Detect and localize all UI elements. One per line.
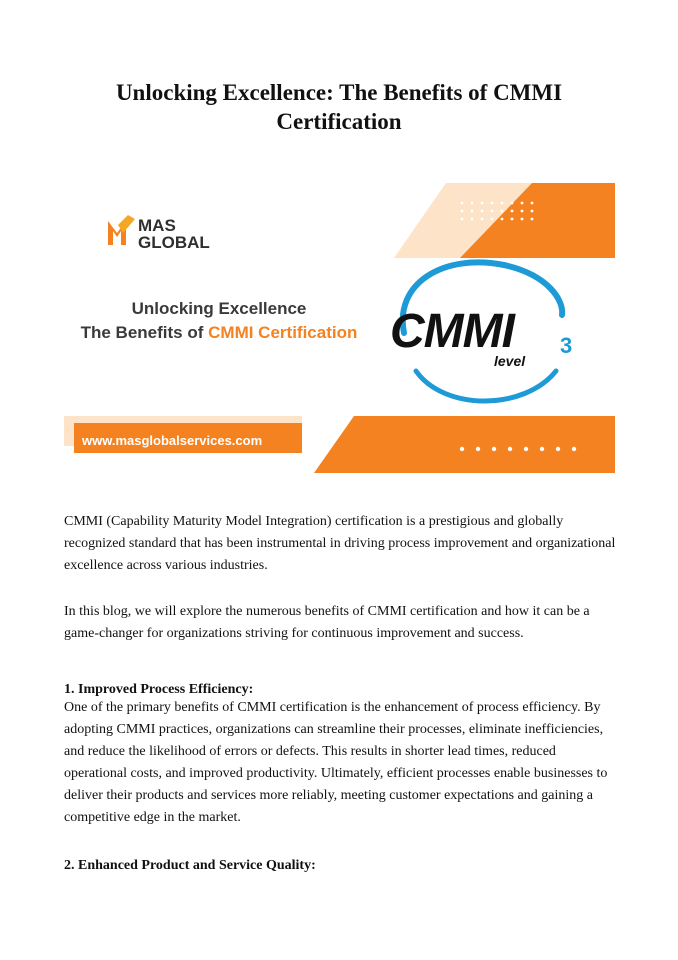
logo-text-mas: MAS [138,216,176,235]
cmmi-badge-number: 3 [560,333,573,358]
cmmi-badge-word: CMMI [390,305,514,358]
cmmi-banner-image [64,183,615,473]
section-1-heading: 1. Improved Process Efficiency: [64,682,254,697]
swoosh-bottom-arc [416,371,556,401]
section-1-body: One of the primary benefits of CMMI certification is the enhancement of process efficiency. By adopting CMMI practices, organizations can streamline their processes, eliminate inefficiencies, and reduce the likelihood of errors or defects. This results in shorter lead times, reduced operational costs, and improved productivity. Ultimately, efficient processes enable businesses to deliver their products and services more reliably, meeting customer expectations and gaining a competitive edge in the market. [64,700,608,825]
intro-paragraph: CMMI (Capability Maturity Model Integration) certification is a prestigious and globally recognized standard that has been instrumental in driving process improvement and organizational excellence across various industries. [64,514,616,573]
section-2-heading: 2. Enhanced Product and Service Quality: [64,858,316,873]
document-title: Unlocking Excellence: The Benefits of CMMI Certification [115,80,563,134]
logo-text-global: GLOBAL [138,233,210,252]
banner-headline-accent: CMMI Certification [208,323,358,342]
banner-headline [64,297,374,345]
banner-headline-line1: Unlocking Excellence [131,299,307,318]
orange-shape-bottom [314,416,615,473]
banner-headline-prefix: The Benefits of [80,323,204,342]
mas-logo-icon [108,215,136,245]
website-url: www.masglobalservices.com [82,433,263,448]
cmmi-badge-level: level [494,353,526,369]
blog-intro-paragraph: In this blog, we will explore the numerous benefits of CMMI certification and how it can be a game-changer for organizations striving for continuous improvement and success. [64,604,590,641]
